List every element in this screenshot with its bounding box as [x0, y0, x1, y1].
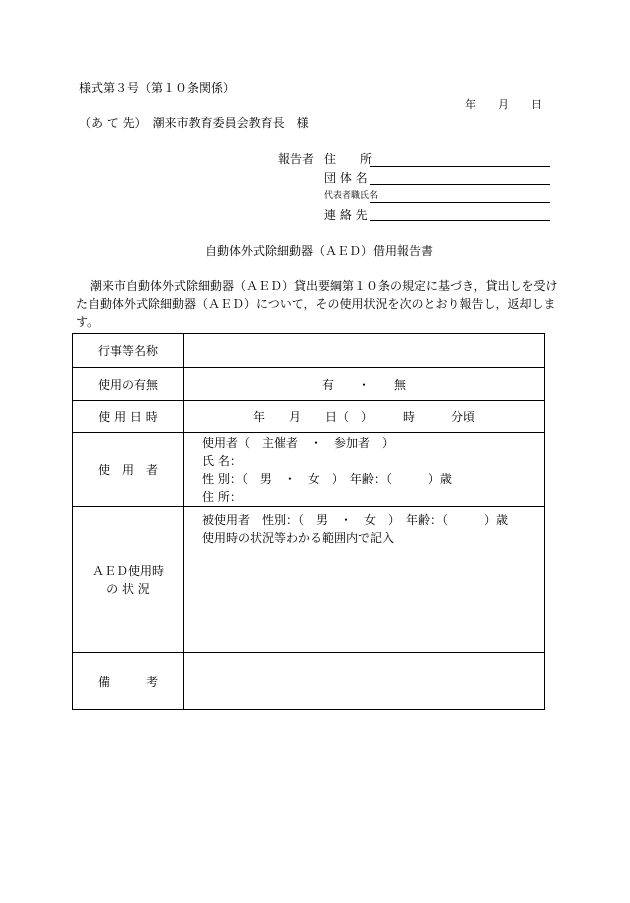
event-label: 行事等名称 [73, 334, 184, 368]
body-line-3: す。 [76, 315, 100, 329]
form-number: 様式第３号（第１０条関係） [79, 81, 236, 95]
user-line-4: 住 所： [202, 489, 242, 504]
event-field[interactable] [184, 334, 545, 368]
body-line-2: た自動体外式除細動器（ＡＥＤ）について，その使用状況を次のとおり報告し，返却しま [76, 297, 556, 311]
org-line [370, 184, 550, 185]
report-table [72, 333, 545, 710]
user-line-2: 氏 名： [202, 453, 242, 468]
aed-label-line-1: ＡＥＤ使用時 [91, 563, 164, 578]
body-line-1: 潮来市自動体外式除細動器（ＡＥＤ）貸出要綱第１０条の規定に基づき，貸出しを受け [90, 279, 558, 293]
usage-field[interactable]: 有 ・ 無 [184, 368, 545, 401]
aed-line-1: 被使用者 性別：（ 男 ・ 女 ） 年齢：（ ）歳 [202, 513, 509, 527]
contact-label: 連 絡 先 [324, 208, 368, 222]
user-label: 使 用 者 [73, 433, 184, 507]
aed-status-field[interactable] [184, 507, 545, 653]
remarks-field[interactable] [184, 653, 545, 710]
row-remarks [73, 653, 545, 710]
row-usage [73, 368, 545, 401]
org-label: 団 体 名 [324, 171, 368, 185]
address-label: 住 所 [324, 152, 373, 166]
date-line: 年 月 日 [465, 98, 542, 111]
row-user [73, 433, 545, 507]
aed-line-2: 使用時の状況等わかる範囲内で記入 [202, 531, 395, 545]
document-title: 自動体外式除細動器（ＡＥＤ）借用報告書 [205, 244, 434, 258]
rep-line [370, 202, 550, 203]
datetime-label: 使 用 日 時 [73, 401, 184, 433]
datetime-field[interactable]: 年 月 日（ ） 時 分頃 [184, 401, 545, 433]
row-event [73, 334, 545, 368]
remarks-label: 備 考 [73, 653, 184, 710]
contact-line [370, 220, 550, 221]
address-line [370, 166, 550, 167]
reporter-label: 報告者 [278, 152, 315, 166]
aed-status-label [73, 507, 184, 653]
rep-label: 代表者職氏名 [324, 191, 379, 201]
aed-label-line-2: の 状 況 [106, 581, 150, 596]
usage-label: 使用の有無 [73, 368, 184, 401]
user-field[interactable] [184, 433, 545, 507]
addressee: （あ て 先） 潮来市教育委員会教育長 様 [79, 116, 309, 130]
user-line-1: 使用者（ 主催者 ・ 参加者 ） [202, 435, 395, 450]
user-line-3: 性 別：（ 男 ・ 女 ） 年齢：（ ）歳 [202, 471, 452, 486]
row-aed-status [73, 507, 545, 653]
row-datetime [73, 401, 545, 433]
